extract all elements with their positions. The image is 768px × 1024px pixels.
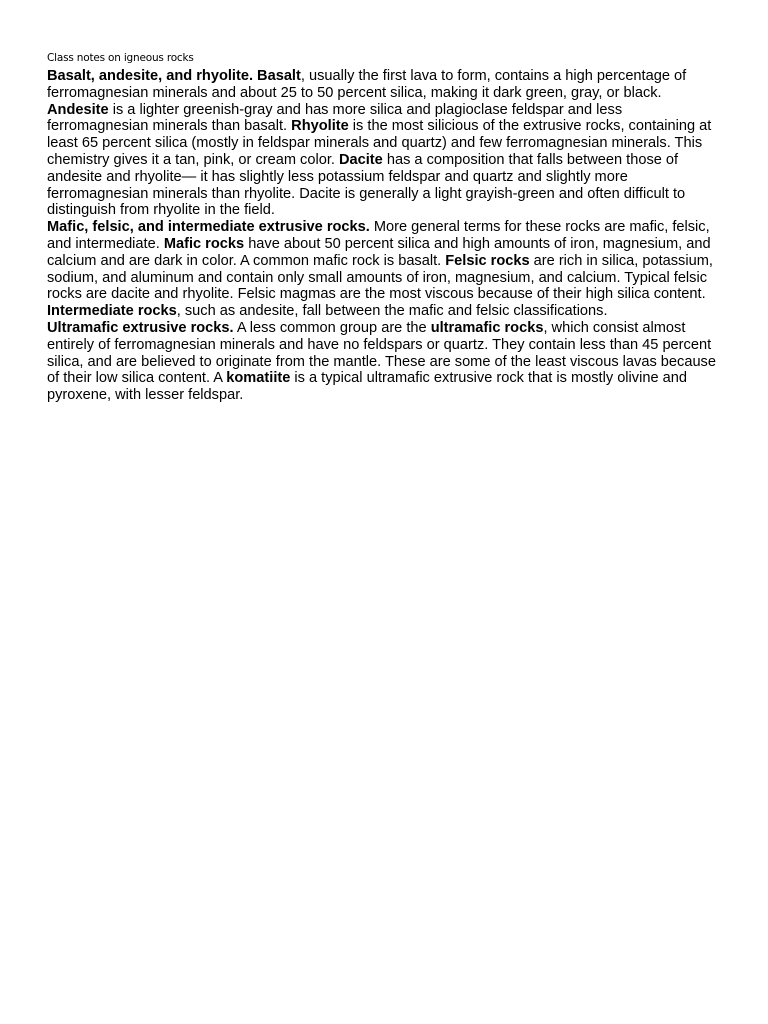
paragraph-text-segment: Rhyolite	[291, 118, 349, 135]
paragraph-text-segment: komatiite	[226, 370, 291, 387]
paragraph-text-segment: , which consist almost entirely of ferromagnesian minerals and have no feldspars or quartz. They contain less than 45 percent silica, and are believed to originate from the mantle. These are some of the least viscous lavas because of their low silica content. A	[47, 319, 716, 387]
paragraph-text-segment: has a composition that falls between those of andesite and rhyolite— it has slightly less potassium feldspar and quartz and slightly more ferromagnesian minerals than rhyolite. Dacite is generally a light grayish-green and often difficult to distinguish from rhyolite in the field.	[47, 151, 686, 219]
paragraph-text-segment: is the most silicious of the extrusive rocks, containing at least 65 percent silica (mostly in feldspar minerals and quartz) and few ferromagnesian minerals. This chemistry gives it a tan, pink, or cream color.	[47, 118, 712, 168]
paragraph-text-segment: Intermediate rocks	[47, 303, 177, 320]
paragraph-text-segment: is a lighter greenish-gray and has more silica and plagioclase feldspar and less ferromagnesian minerals than basalt.	[47, 101, 623, 135]
paragraph-text-segment: Andesite	[47, 101, 109, 118]
document-page	[47, 51, 722, 404]
paragraph-text-segment: , such as andesite, fall between the mafic and felsic classifications.	[176, 303, 608, 320]
paragraph-text-segment: are rich in silica, potassium, sodium, and aluminum and contain only small amounts of iron, magnesium, and calcium. Typical felsic rocks are dacite and rhyolite. Felsic magmas are the most viscous because of their high silica content.	[47, 252, 713, 303]
paragraph-text-segment: Basalt, andesite, and rhyolite. Basalt	[47, 68, 301, 84]
document-header: Class notes on igneous rocks	[47, 52, 194, 64]
paragraph-text-segment: Felsic rocks	[445, 252, 530, 269]
paragraph-basalt-andesite-rhyolite	[47, 68, 722, 219]
paragraph-text-segment: Mafic, felsic, and intermediate extrusive rocks.	[47, 219, 370, 236]
paragraph-text-segment: A less common group are the	[233, 319, 431, 336]
paragraph-ultramafic	[47, 320, 722, 404]
paragraph-text-segment: have about 50 percent silica and high amounts of iron, magnesium, and calcium and are dark in color. A common mafic rock is basalt.	[47, 235, 711, 269]
paragraph-text-segment: , usually the first lava to form, contains a high percentage of ferromagnesian minerals and about 25 to 50 percent silica, making it dark green, gray, or black.	[47, 68, 687, 101]
paragraph-text-segment: More general terms for these rocks are mafic, felsic, and intermediate.	[47, 219, 710, 252]
paragraph-mafic-felsic-intermediate	[47, 219, 722, 320]
paragraph-text-segment: Ultramafic extrusive rocks.	[47, 319, 234, 336]
paragraph-text-segment: is a typical ultramafic extrusive rock that is mostly olivine and pyroxene, with lesser feldspar.	[47, 370, 687, 404]
paragraph-text-segment: Mafic rocks	[163, 235, 245, 252]
paragraph-text-segment: Dacite	[338, 151, 383, 168]
paragraph-text-segment: ultramafic rocks	[430, 319, 544, 336]
